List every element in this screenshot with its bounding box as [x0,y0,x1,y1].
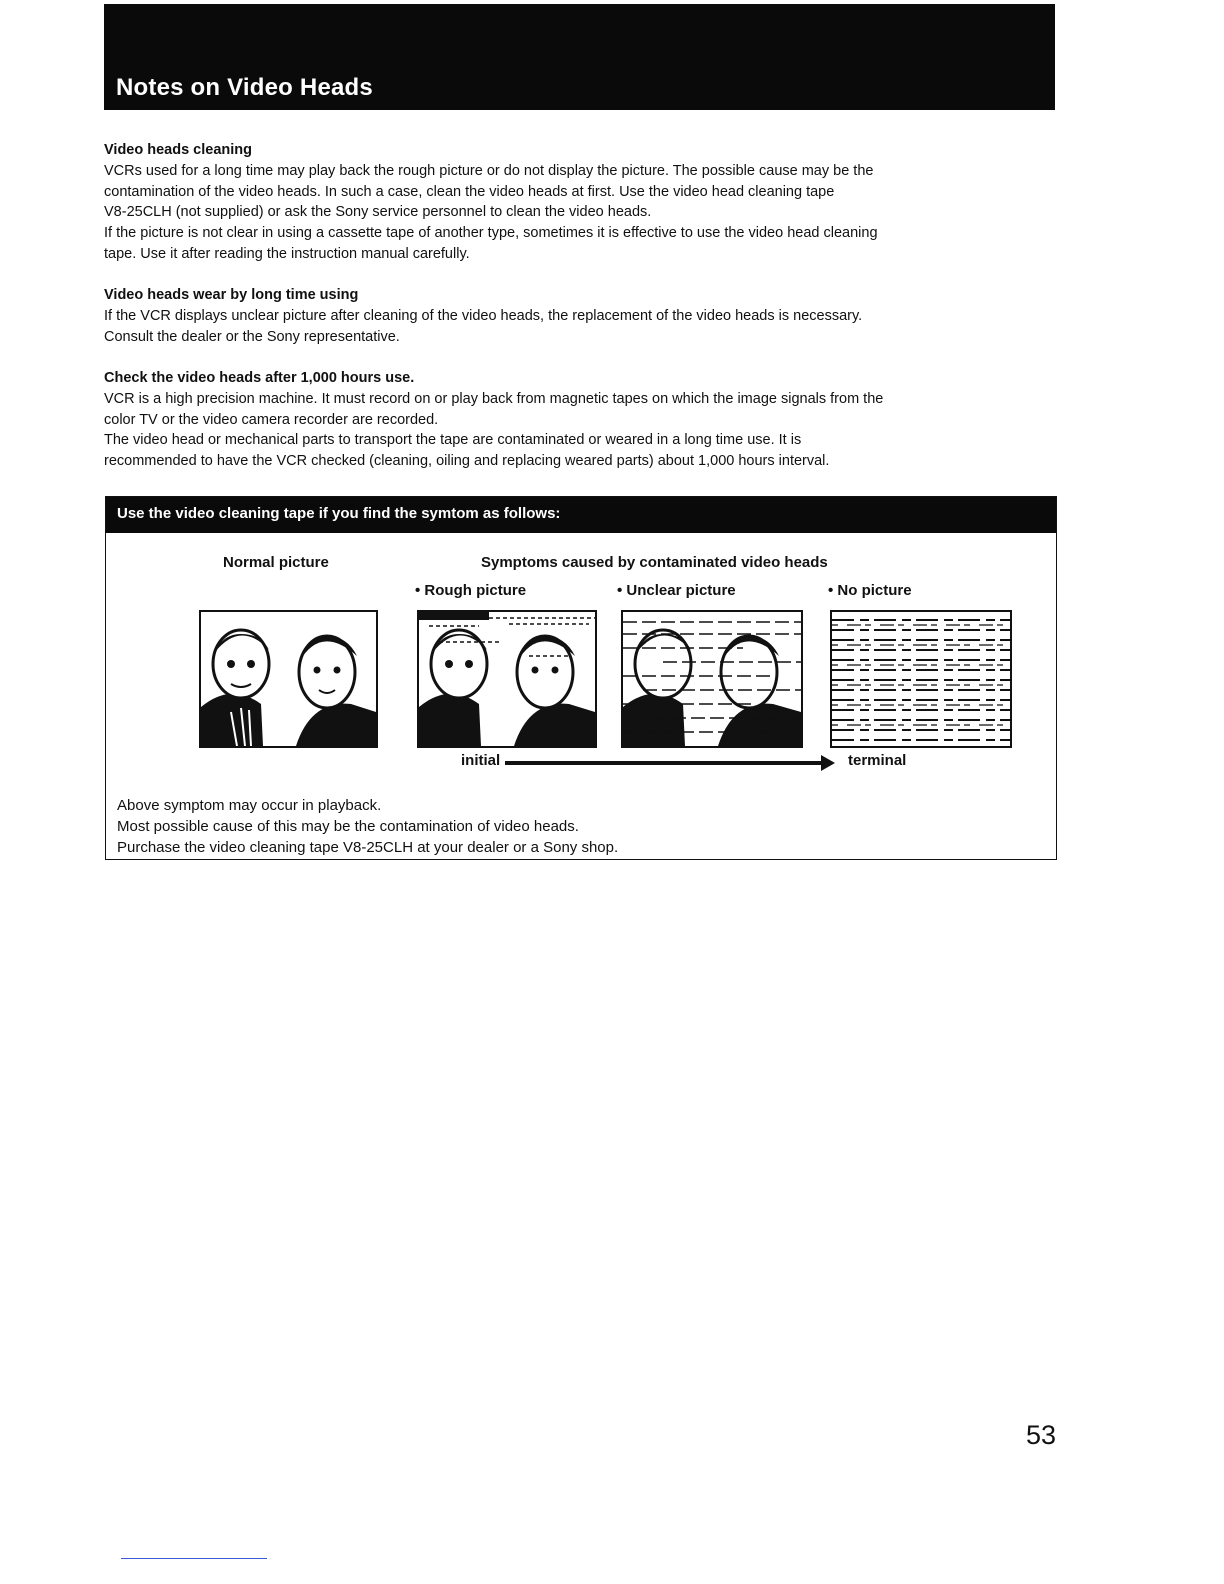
paragraph-line: recommended to have the VCR checked (cleaning, oiling and replacing weared parts) about 1,000 hours interval. [104,453,830,470]
section-heading: Check the video heads after 1,000 hours use. [104,370,415,386]
symptoms-label: Symptoms caused by contaminated video heads [481,554,828,571]
symptom-box-notes [117,795,618,858]
scale-end-label: terminal [848,752,907,769]
no-picture-image [830,610,1012,748]
title-bar [104,4,1055,110]
section-heading: Video heads wear by long time using [104,287,359,303]
section-check-video-heads [104,368,1054,472]
section-heading: Video heads cleaning [104,142,253,158]
paragraph-line: If the VCR displays unclear picture after cleaning of the video heads, the replacement of the video heads is necessary. [104,307,863,324]
normal-picture-image [199,610,378,748]
paragraph-line: The video head or mechanical parts to transport the tape are contaminated or weared in a long time use. It is [104,432,802,449]
paragraph-line: color TV or the video camera recorder are recorded. [104,411,439,428]
section-video-heads-cleaning [104,140,1054,265]
paragraph-line: contamination of the video heads. In such a case, clean the video heads at first. Use the video head cleaning tape [104,183,835,200]
note-line: Most possible cause of this may be the contamination of video heads. [117,818,579,835]
footer-rule [121,1558,267,1559]
symptom-box-title: Use the video cleaning tape if you find the symtom as follows: [117,505,561,522]
page-number: 53 [1026,1420,1057,1450]
no-picture-label: • No picture [828,582,912,599]
arrow-right-icon [821,755,835,771]
paragraph-line: tape. Use it after reading the instruction manual carefully. [104,245,470,262]
paragraph-line: V8-25CLH (not supplied) or ask the Sony service personnel to clean the video heads. [104,204,652,221]
paragraph-line: Consult the dealer or the Sony representative. [104,328,400,345]
rough-picture-label: • Rough picture [415,582,527,599]
unclear-picture-image [621,610,803,748]
note-line: Above symptom may occur in playback. [117,797,382,814]
symptom-box-header [106,497,1056,533]
scale-start-label: initial [461,752,501,769]
page-title: Notes on Video Heads [116,74,373,101]
progression-arrow-line [505,761,823,765]
unclear-picture-label: • Unclear picture [617,582,736,599]
paragraph-line: VCRs used for a long time may play back the rough picture or do not display the picture. The possible cause may be the [104,162,874,179]
normal-picture-label: Normal picture [223,554,329,571]
symptom-box [105,496,1057,860]
note-line: Purchase the video cleaning tape V8-25CLH at your dealer or a Sony shop. [117,839,619,856]
paragraph-line: VCR is a high precision machine. It must record on or play back from magnetic tapes on which the image signals from the [104,390,884,407]
paragraph-line: If the picture is not clear in using a cassette tape of another type, sometimes it is effective to use the video head cleaning [104,225,878,242]
section-video-heads-wear [104,285,1054,347]
rough-picture-image [417,610,597,748]
